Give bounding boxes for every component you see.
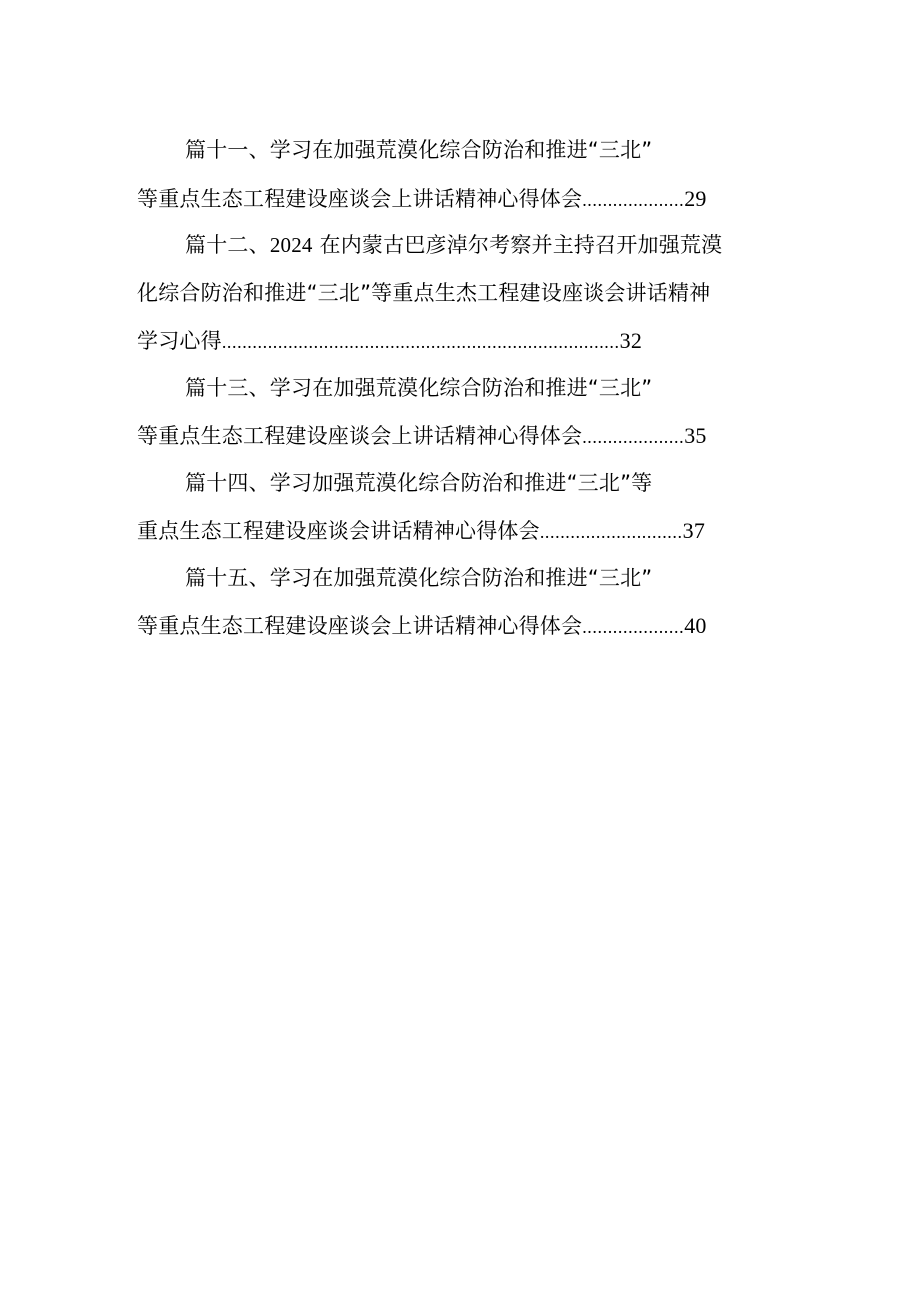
toc-entry-title-continuation: 化综合防治和推进“三北”等重点生杰工程建设座谈会讲话精神: [137, 280, 711, 305]
dot-leader: ....................: [582, 427, 685, 447]
table-of-contents: [137, 127, 797, 650]
dot-leader: ....................: [582, 189, 685, 210]
page-number: 29: [684, 185, 707, 211]
toc-entry-leader-line: [137, 412, 797, 460]
page-number: 37: [682, 518, 706, 543]
toc-entry-title-line: 篇十一、学习在加强荒漠化综合防治和推进“三北”: [185, 138, 653, 162]
toc-entry-title-rest: 在内蒙古巴彦淖尔考察并主持召开加强荒漠: [319, 233, 723, 257]
dot-leader: ....................: [582, 617, 685, 637]
toc-entry-title-year: 2024: [269, 233, 313, 257]
toc-entry-title-line: 篇十四、学习加强荒漠化综合防治和推进“三北”等: [185, 470, 653, 495]
page-number: 40: [684, 613, 707, 638]
toc-entry-title-continuation: 等重点生态工程建设座谈会上讲话精神心得体会: [137, 186, 583, 211]
toc-entry-leader-line: [137, 175, 797, 223]
toc-entry-leader-line: [137, 317, 797, 365]
toc-entry-title-prefix: 篇十二、: [185, 233, 270, 257]
toc-entry-title-continuation: 学习心得: [137, 329, 222, 353]
page-number: 35: [684, 423, 707, 448]
toc-entry-title-line: 篇十三、学习在加强荒漠化综合防治和推进“三北”: [185, 375, 653, 400]
toc-entry-12[interactable]: [137, 222, 797, 365]
dot-leader: ..............................................................................: [221, 332, 620, 352]
toc-entry-leader-line: [137, 507, 797, 555]
toc-entry-13[interactable]: [137, 365, 797, 460]
toc-entry-title-continuation: 等重点生态工程建设座谈会上讲话精神心得体会: [137, 614, 583, 638]
toc-entry-11[interactable]: [137, 127, 797, 222]
toc-entry-title-continuation: 重点生态工程建设座谈会讲话精神心得体会: [137, 519, 540, 543]
toc-entry-title-line: 篇十五、学习在加强荒漠化综合防治和推进“三北”: [185, 565, 653, 590]
toc-entry-leader-line: [137, 602, 797, 650]
toc-entry-title-continuation: 等重点生态工程建设座谈会上讲话精神心得体会: [137, 424, 583, 448]
toc-entry-15[interactable]: [137, 555, 797, 650]
toc-entry-14[interactable]: [137, 460, 797, 555]
page-number: 32: [619, 328, 643, 353]
toc-entry-title-line: [137, 222, 797, 270]
dot-leader: ............................: [539, 522, 683, 542]
